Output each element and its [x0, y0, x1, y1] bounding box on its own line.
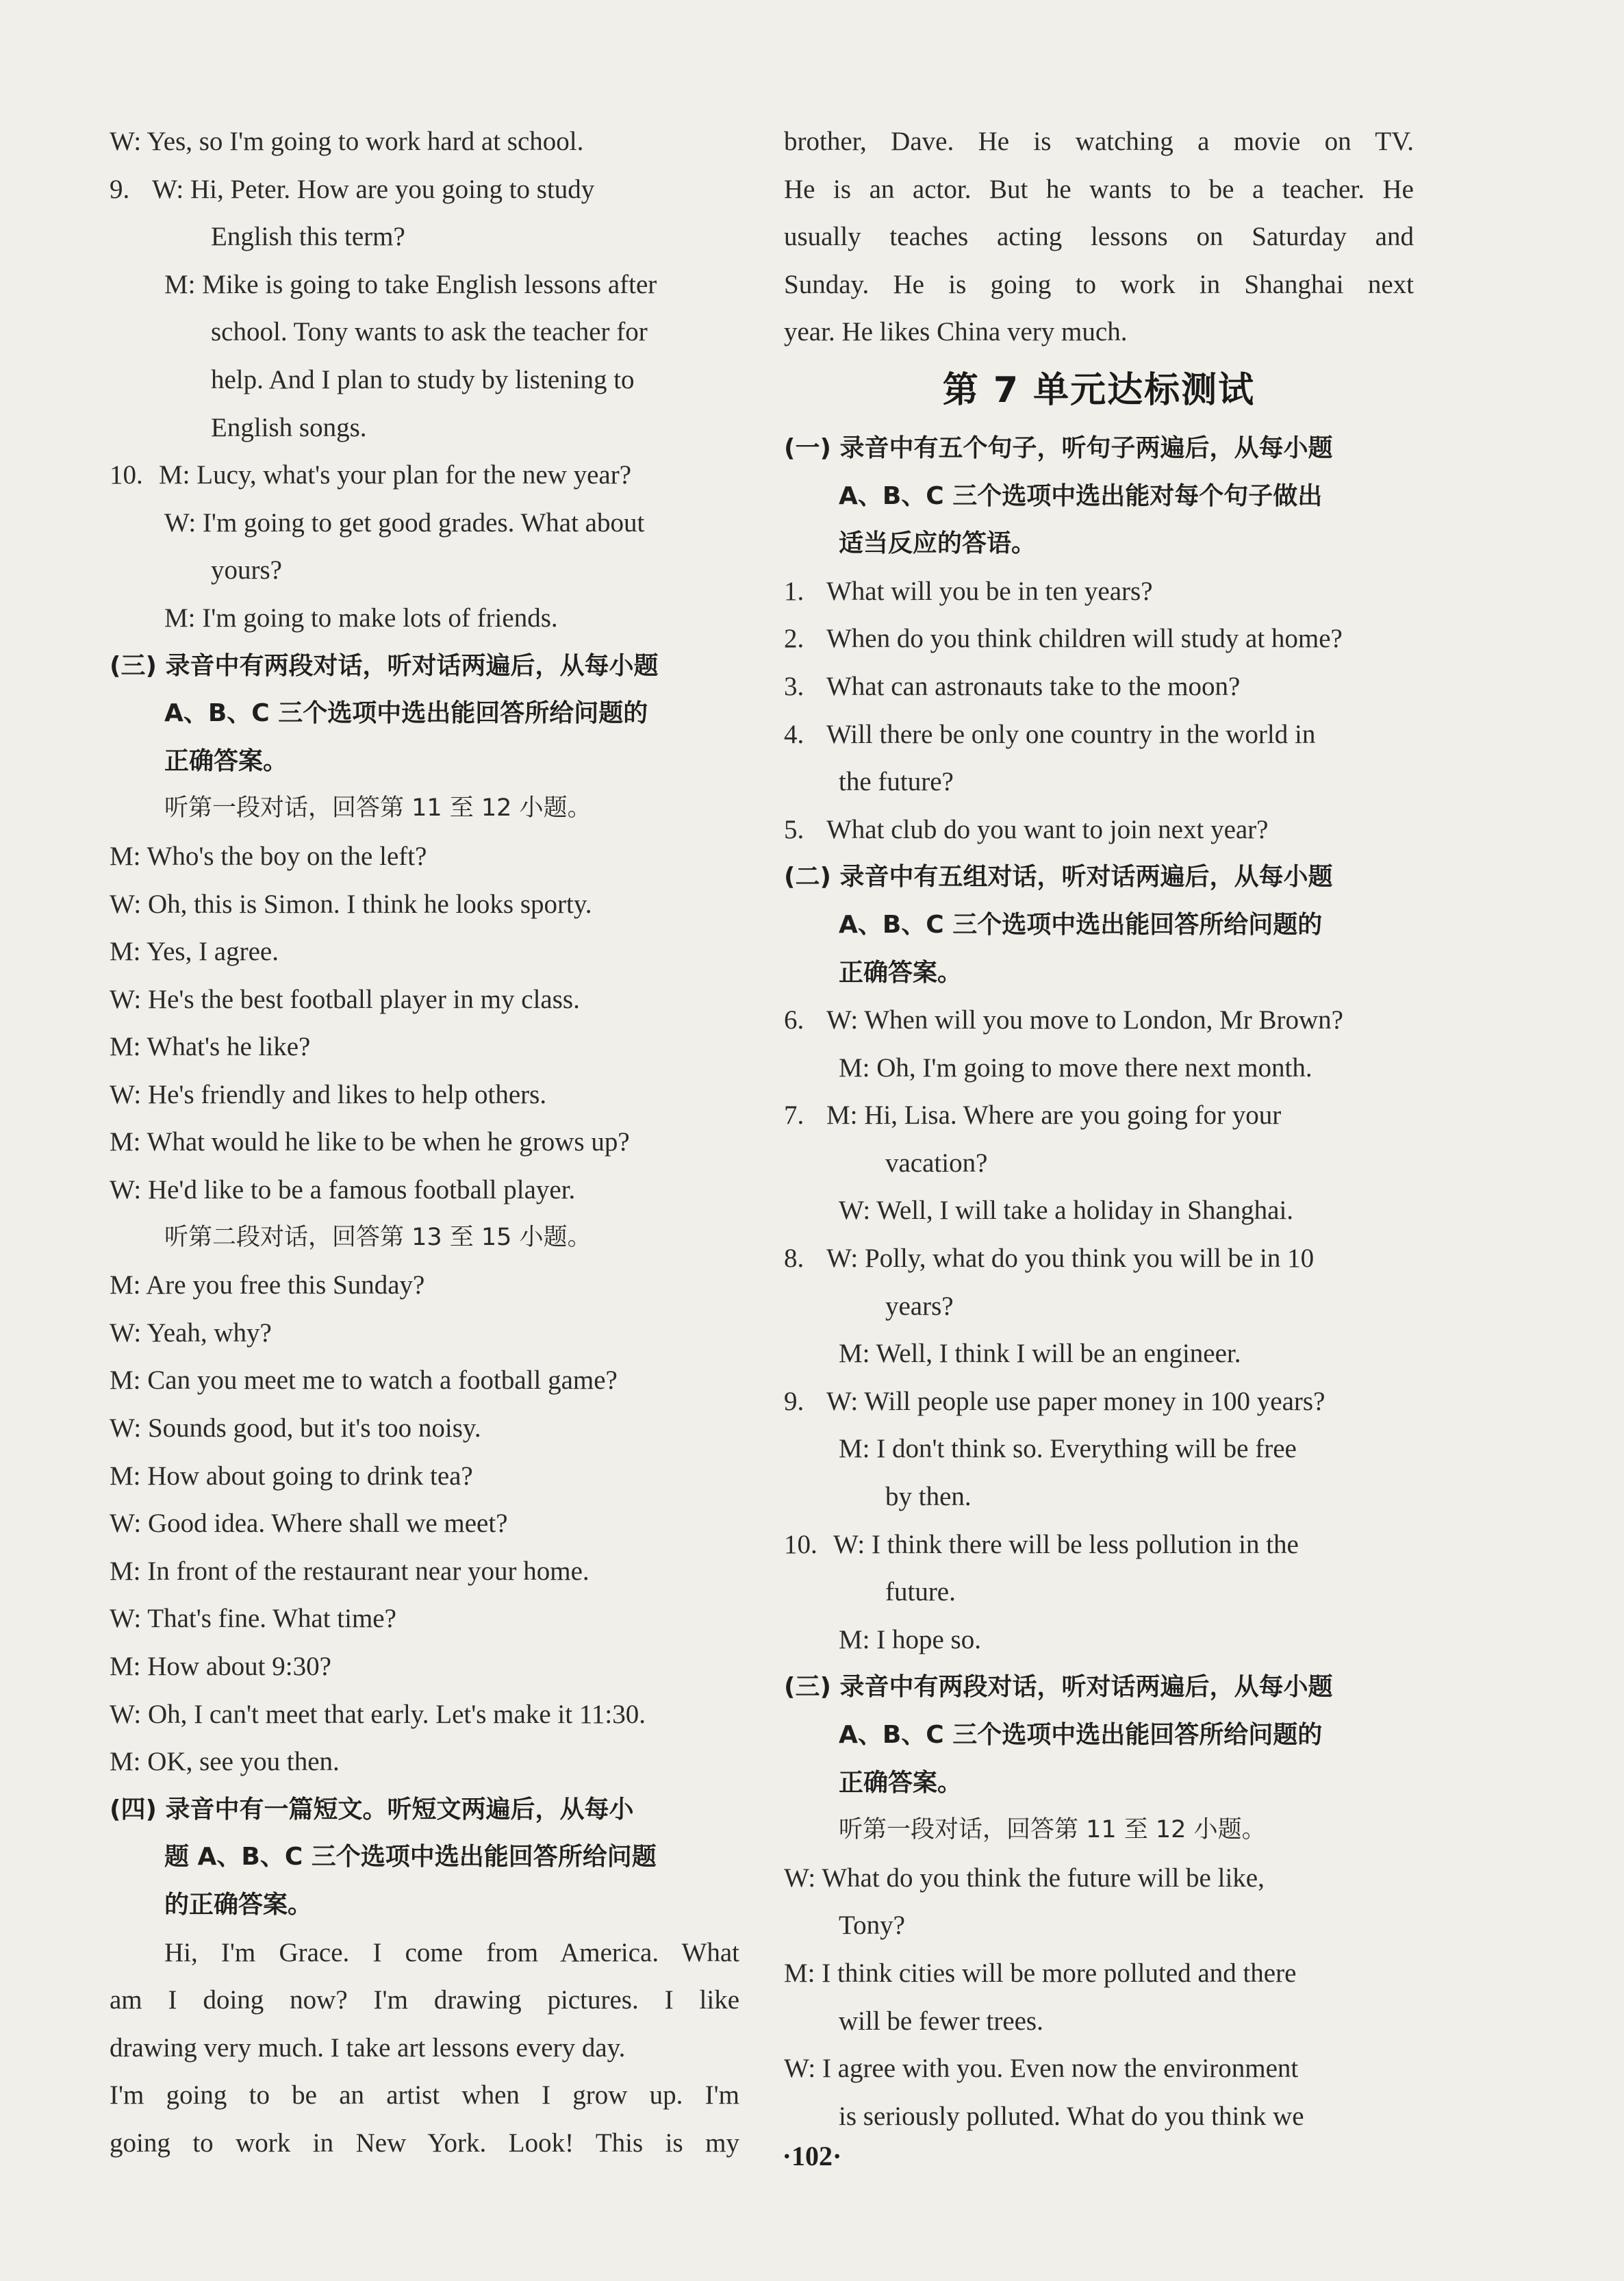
text-line: W: Oh, I can't meet that early. Let's make it 11:30. [110, 1699, 646, 1729]
question-number: 2. [784, 624, 804, 654]
text-line: M: Well, I think I will be an engineer. [839, 1339, 1241, 1369]
text-line [784, 806, 1414, 854]
left-column [110, 118, 739, 2167]
text-line: will be fewer trees. [839, 2006, 1043, 2036]
text-line: W: He's friendly and likes to help others. [110, 1079, 547, 1109]
text-line: A、B、C 三个选项中选出能回答所给问题的 [839, 910, 1323, 939]
text-line [784, 711, 1414, 759]
line-text: W: Hi, Peter. How are you going to study [152, 174, 595, 204]
text-line: 正确答案。 [839, 1768, 963, 1797]
line-text: M: Hi, Lisa. Where are you going for your [826, 1100, 1282, 1131]
line-text: W: Polly, what do you think you will be in 10 [826, 1244, 1315, 1274]
line-text: Will there be only one country in the world in [826, 719, 1316, 749]
text-line: year. He likes China very much. [784, 317, 1128, 347]
text-line: (三) 录音中有两段对话，听对话两遍后，从每小题 [110, 651, 659, 680]
text-line: W: He'd like to be a famous football player. [110, 1175, 576, 1205]
text-line: M: I think cities will be more polluted and there [784, 1958, 1297, 1988]
line-text: What will you be in ten years? [826, 576, 1153, 606]
text-line: going to work in New York. Look! This is my [110, 2128, 739, 2158]
text-line: W: Yes, so I'm going to work hard at school. [110, 127, 584, 156]
question-number: 7. [784, 1100, 804, 1131]
line-text: W: I think there will be less pollution in the [833, 1529, 1299, 1559]
text-line: Tony? [839, 1911, 905, 1941]
text-line: W: Good idea. Where shall we meet? [110, 1509, 508, 1539]
text-line: M: How about 9:30? [110, 1652, 331, 1681]
text-line: A、B、C 三个选项中选出能回答所给问题的 [164, 699, 648, 728]
text-line [784, 1235, 1414, 1283]
text-line: English this term? [211, 222, 405, 252]
text-line: yours? [211, 555, 282, 585]
text-line: M: Oh, I'm going to move there next month. [839, 1053, 1312, 1083]
text-line: W: Sounds good, but it's too noisy. [110, 1413, 481, 1444]
text-line: M: Who's the boy on the left? [110, 841, 427, 871]
text-line: brother, Dave. He is watching a movie on TV. [784, 127, 1414, 156]
text-line: W: Oh, this is Simon. I think he looks sporty. [110, 889, 592, 919]
text-line: English songs. [211, 412, 367, 442]
text-line: M: I don't think so. Everything will be free [839, 1434, 1297, 1464]
question-number: 9. [110, 174, 130, 204]
text-line: (四) 录音中有一篇短文。听短文两遍后，从每小 [110, 1795, 634, 1824]
text-line: A、B、C 三个选项中选出能回答所给问题的 [839, 1721, 1323, 1749]
text-line [784, 568, 1414, 616]
text-line: (二) 录音中有五组对话，听对话两遍后，从每小题 [784, 863, 1333, 892]
question-number: 10. [784, 1529, 817, 1559]
passage-continuation [784, 118, 1414, 356]
question-number: 6. [784, 1005, 804, 1035]
question-number: 9. [784, 1386, 804, 1416]
question-number: 1. [784, 576, 804, 606]
line-text: What can astronauts take to the moon? [826, 671, 1241, 701]
line-text: What club do you want to join next year? [826, 814, 1269, 844]
text-line [784, 996, 1414, 1044]
text-line: Hi, I'm Grace. I come from America. What [164, 1937, 739, 1967]
text-line: 题 A、B、C 三个选项中选出能回答所给问题 [164, 1843, 657, 1872]
text-line [784, 615, 1414, 663]
text-line: M: Can you meet me to watch a football game? [110, 1365, 618, 1396]
text-line: M: Are you free this Sunday? [110, 1270, 425, 1300]
text-line: W: What do you think the future will be like, [784, 1863, 1265, 1893]
text-line: 听第二段对话，回答第 13 至 15 小题。 [164, 1223, 592, 1251]
text-line: W: Yeah, why? [110, 1318, 272, 1348]
question-number: 5. [784, 814, 804, 844]
line-text: W: Will people use paper money in 100 years? [826, 1386, 1325, 1416]
page-number: ·102· [782, 2141, 842, 2171]
text-line: 正确答案。 [164, 746, 288, 775]
text-line [110, 451, 739, 499]
text-line: M: Yes, I agree. [110, 937, 279, 967]
text-line: W: He's the best football player in my class. [110, 984, 580, 1014]
text-line: M: Mike is going to take English lessons after [164, 269, 657, 299]
text-line: I'm going to be an artist when I grow up. I'm [110, 2080, 739, 2110]
text-line: W: That's fine. What time? [110, 1604, 396, 1634]
text-line: M: I'm going to make lots of friends. [164, 603, 558, 633]
line-text: When do you think children will study at home? [826, 624, 1343, 654]
text-line: school. Tony wants to ask the teacher for [211, 317, 648, 347]
text-line: W: I agree with you. Even now the environment [784, 2054, 1299, 2084]
text-line [784, 1378, 1414, 1426]
text-line: 听第一段对话，回答第 11 至 12 小题。 [164, 794, 592, 822]
text-line: help. And I plan to study by listening to [211, 364, 635, 394]
question-number: 8. [784, 1244, 804, 1274]
unit-7-test [784, 425, 1414, 2140]
text-line: M: OK, see you then. [110, 1747, 340, 1777]
text-line: years? [885, 1291, 954, 1321]
text-line: 听第一段对话，回答第 11 至 12 小题。 [839, 1816, 1266, 1844]
text-line: M: In front of the restaurant near your home. [110, 1556, 589, 1586]
text-line [784, 1521, 1414, 1569]
text-line [784, 663, 1414, 711]
text-line: future. [885, 1577, 956, 1607]
text-line [784, 1092, 1414, 1139]
text-line: W: I'm going to get good grades. What about [164, 507, 645, 538]
text-line: M: How about going to drink tea? [110, 1461, 473, 1491]
text-line: Sunday. He is going to work in Shanghai next [784, 269, 1414, 299]
text-line: 的正确答案。 [164, 1890, 313, 1919]
text-line: the future? [839, 767, 954, 797]
text-line: M: I hope so. [839, 1624, 981, 1654]
right-column [784, 118, 1414, 2140]
text-line: W: Well, I will take a holiday in Shanghai. [839, 1196, 1294, 1226]
question-number: 10. [110, 460, 143, 490]
text-line: 适当反应的答语。 [839, 529, 1037, 558]
text-line: M: What's he like? [110, 1032, 311, 1062]
text-line: (一) 录音中有五个句子，听句子两遍后，从每小题 [784, 433, 1333, 462]
line-text: W: When will you move to London, Mr Brown? [826, 1005, 1343, 1035]
unit-title: 第 7 单元达标测试 [942, 369, 1256, 411]
text-line: (三) 录音中有两段对话，听对话两遍后，从每小题 [784, 1673, 1333, 1702]
text-line: by then. [885, 1482, 972, 1512]
text-line: A、B、C 三个选项中选出能对每个句子做出 [839, 481, 1323, 510]
text-line: am I doing now? I'm drawing pictures. I like [110, 1985, 739, 2015]
text-line: He is an actor. But he wants to be a teacher. He [784, 174, 1414, 204]
text-line [110, 166, 739, 214]
question-number: 4. [784, 719, 804, 749]
text-line: usually teaches acting lessons on Saturday and [784, 222, 1414, 252]
text-line: is seriously polluted. What do you think we [839, 2101, 1304, 2131]
text-line: drawing very much. I take art lessons every day. [110, 2032, 626, 2063]
question-number: 3. [784, 671, 804, 701]
text-line: M: What would he like to be when he grows up? [110, 1127, 630, 1157]
text-line: vacation? [885, 1148, 988, 1178]
text-line: 正确答案。 [839, 958, 963, 987]
line-text: M: Lucy, what's your plan for the new year? [159, 460, 632, 490]
